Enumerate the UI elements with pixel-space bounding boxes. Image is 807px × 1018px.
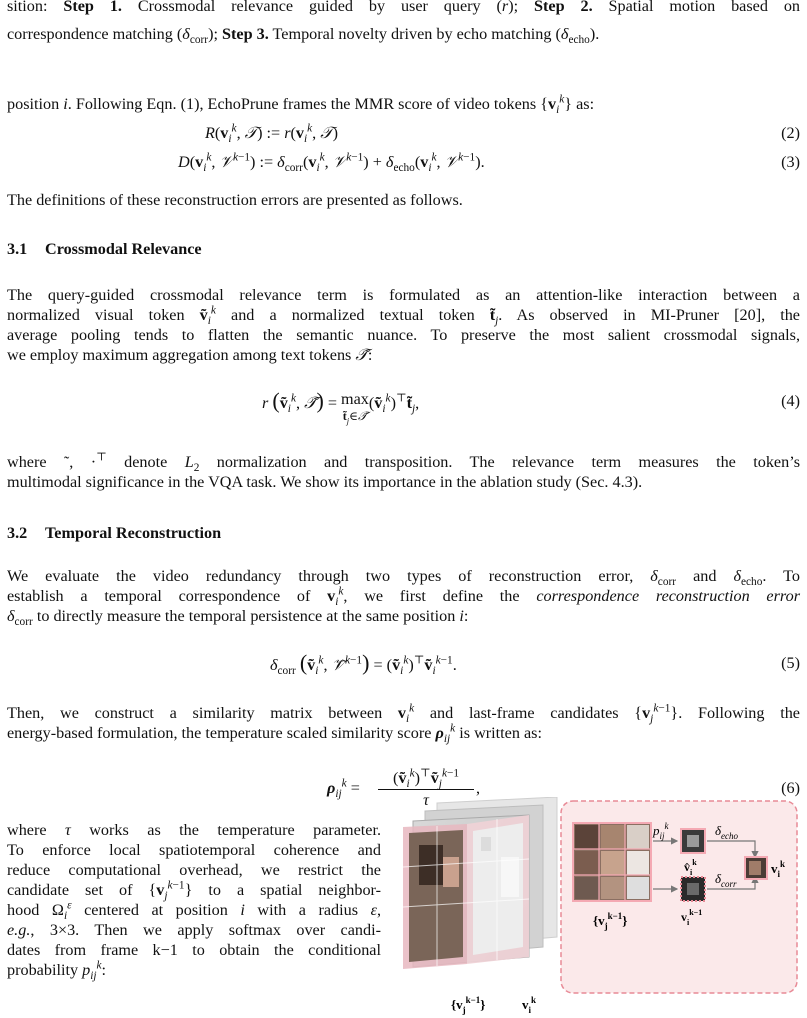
paragraph-line: The query-guided crossmodal relevance term is formulated as an attention-like interaction between a (7, 286, 800, 304)
equation-3-body: $D(v_i^k$, 𝒱$^{k-1}$) := $\delta_{corr}(v_i^k$, 𝒱$^{k-1}$) + $\delta_{echo}(v_i^k$, 𝒱$^{k-1}$). (178, 151, 485, 175)
equation-6-number: (6) (781, 779, 800, 797)
output-label: $v_i^k$ (771, 859, 786, 879)
paragraph-line: multimodal significance in the VQA task. We show its importance in the ablation study (Sec. 4.3). (7, 473, 643, 491)
delta-corr-label: $\delta_{corr}$ (715, 871, 737, 889)
text-span: and (676, 567, 734, 585)
text-span: e.g. (7, 921, 31, 939)
caption-text: ); (508, 0, 519, 15)
paragraph-line: average pooling tends to flatten the semantic nuance. To preserve the most salient crossmodal signals, (7, 326, 800, 344)
text-span: where (7, 453, 64, 471)
equation-5-number: (5) (781, 654, 800, 672)
caption-line-2 (7, 24, 800, 47)
text-span: where (7, 821, 65, 839)
caption-text: correspondence matching ( (7, 25, 183, 43)
paragraph-line: $\delta_{corr}$ to directly measure the temporal persistence at the same position i: (7, 607, 469, 629)
text-span: , we first define the (343, 587, 537, 605)
v-hat-label: $v̂_i^k$ (684, 858, 697, 877)
text-span: centered at position (71, 901, 241, 919)
caption-line-1 (7, 0, 800, 16)
p-ij-label: $p_{ij}^k$ (653, 821, 669, 841)
caption-text: ); (208, 25, 218, 43)
section-3-2-heading (7, 523, 221, 543)
step1-label: Step 1. (63, 0, 122, 15)
equation-6-body: $\rho_{ij}^k$ = (327, 777, 360, 801)
paragraph-line: we employ maximum aggregation among text tokens 𝒯̃: (7, 346, 373, 364)
corr-subscript: corr (189, 34, 209, 47)
section-number: 3.2 (7, 524, 28, 542)
text-line: reduce computational overhead, we restrict the (7, 861, 381, 879)
delta-symbol: δ (560, 25, 569, 43)
step3-label: Step 3. (222, 25, 269, 43)
caption-text: Crossmodal relevance guided by user query ( (121, 0, 502, 15)
text-span: . Following the (678, 704, 800, 722)
text-span: We evaluate the video redundancy through two types of reconstruction error, (7, 567, 651, 585)
text-span: . To (762, 567, 800, 585)
caption-text: sition: (7, 0, 64, 15)
delta-symbol: δ (182, 25, 190, 43)
text-span: Then, we construct a similarity matrix between (7, 704, 398, 722)
text-span: we employ maximum aggregation among text tokens (7, 346, 356, 364)
step2-label: Step 2. (534, 0, 593, 15)
frame-token-label: $v_i^k$ (522, 995, 537, 1015)
emphasis-text: correspondence reconstruction error (536, 587, 800, 605)
text-span: to directly measure the temporal persistence at the same position (32, 607, 460, 625)
paragraph-line: establish a temporal correspondence of $v_i^k$, we first define the correspondence reconstruction error (7, 585, 800, 609)
text-span: normalization and transposition. The relevance term measures the token’s (199, 453, 800, 471)
paragraph-line: We evaluate the video redundancy through two types of reconstruction error, $\delta_{corr}$ and $\delta_{echo}$. To (7, 567, 800, 589)
paragraph-line: normalized visual token ṽ$_i^k$ and a normalized textual token $t̃_j$. As observed in MI-Pruner [20], the (7, 304, 800, 328)
inner-candidates-label: $\{v_j^{k-1}\}$ (593, 911, 628, 931)
text-span: , 3×3. Then we apply softmax over candi- (30, 921, 381, 939)
text-span: normalized visual token (7, 306, 200, 324)
equation-4-number: (4) (781, 392, 800, 410)
equation-6-fraction: (ṽ$_i^k$)⊤ṽ$_j^{k-1}$ τ (378, 768, 474, 810)
text-span: denote (106, 453, 185, 471)
text-span: works as the temperature parameter. (70, 821, 382, 839)
text-line: To enforce local spatiotemporal coherence and (7, 841, 381, 859)
caption-text: Temporal novelty driven by echo matching ( (268, 25, 561, 43)
section-number: 3.1 (7, 240, 28, 258)
text-span: with a radius (244, 901, 371, 919)
r-symbol: r (501, 0, 509, 15)
equation-6: $\rho_{ij}^k$ = (ṽ$_i^k$)⊤ṽ$_j^{k-1}$ τ , (6) (327, 767, 800, 809)
equation-5-body: $\delta_{corr}$ (ṽ$_i^k$, 𝒱̃$^{k-1}$) = (ṽ$_i^k$)⊤ṽ$_i^{k-1}$. (270, 650, 457, 678)
paragraph-line: energy-based formulation, the temperature scaled similarity score $\rho_{ij}^k$ is written as: (7, 722, 542, 746)
left-column-text: where τ works as the temperature parameter. To enforce local spatiotemporal coherence and reduce computational overhead, we restrict the candidate set of $\{v_j^{k-1}\}$ to a spatial neighbor- hood $\Omega_i^\varepsilon$ centered at position i with a radius ε, e.g., 3×3. Then we apply softmax over candi- dates from frame k−1 to obtain the conditional probability $p_{ij}^k$: (7, 821, 382, 983)
echo-matching-figure (397, 797, 800, 1018)
caption-text: ). (589, 25, 600, 43)
paragraph-line: where ˜, ·⊤ denote $L_2$ normalization and transposition. The relevance term measures the token’s (7, 451, 800, 475)
text-span: energy-based formulation, the temperature scaled similarity score (7, 724, 436, 742)
text-span: establish a temporal correspondence of (7, 587, 328, 605)
frame-candidates-label: $\{v_j^{k-1}\}$ (451, 995, 486, 1015)
equation-2-number: (2) (781, 124, 800, 142)
intro-line (7, 93, 800, 117)
candidate-grid (573, 823, 651, 901)
text-span: and a normalized textual token (215, 306, 490, 324)
equation-4-body: r (ṽ$_i^k$, 𝒯̃) = max $t̃_j\in 𝒯̃(ṽ_i^k)^⊤t̃_j$, (262, 388, 420, 426)
v-prev-label: $v_i^{k-1}$ (681, 908, 703, 927)
delta-echo-label: $\delta_{echo}$ (715, 823, 739, 841)
text-span: hood (7, 901, 52, 919)
text-span: candidate set of (7, 881, 149, 899)
equation-3-number: (3) (781, 153, 800, 171)
intro-text: position i. Following Eqn. (1), EchoPrune frames the MMR score of video tokens $\{v_i^k\}$ as: (7, 93, 595, 117)
text-span: to a spatial neighbor- (192, 881, 381, 899)
paragraph-line: Then, we construct a similarity matrix between $v_i^k$ and last-frame candidates $\{v_j^{k-1}\}$. Following the (7, 702, 800, 726)
text-span: . As observed in MI-Pruner [20], the (498, 306, 800, 324)
text-line: dates from frame k−1 to obtain the conditional (7, 941, 381, 959)
text-span: is written as: (455, 724, 542, 742)
section-3-1-heading (7, 239, 202, 259)
echo-subscript: echo (568, 34, 590, 47)
section-title: Crossmodal Relevance (45, 240, 202, 258)
text-span: and last-frame candidates (414, 704, 635, 722)
video-frames (403, 797, 557, 969)
equation-2-body: $R(v_i^k$, 𝒯) := $r(v_i^k$, 𝒯) (205, 122, 339, 146)
text-span: probability (7, 961, 83, 979)
definitions-line: The definitions of these reconstruction errors are presented as follows. (7, 191, 463, 209)
caption-text: Spatial motion based on (592, 0, 801, 15)
section-title: Temporal Reconstruction (45, 524, 222, 542)
